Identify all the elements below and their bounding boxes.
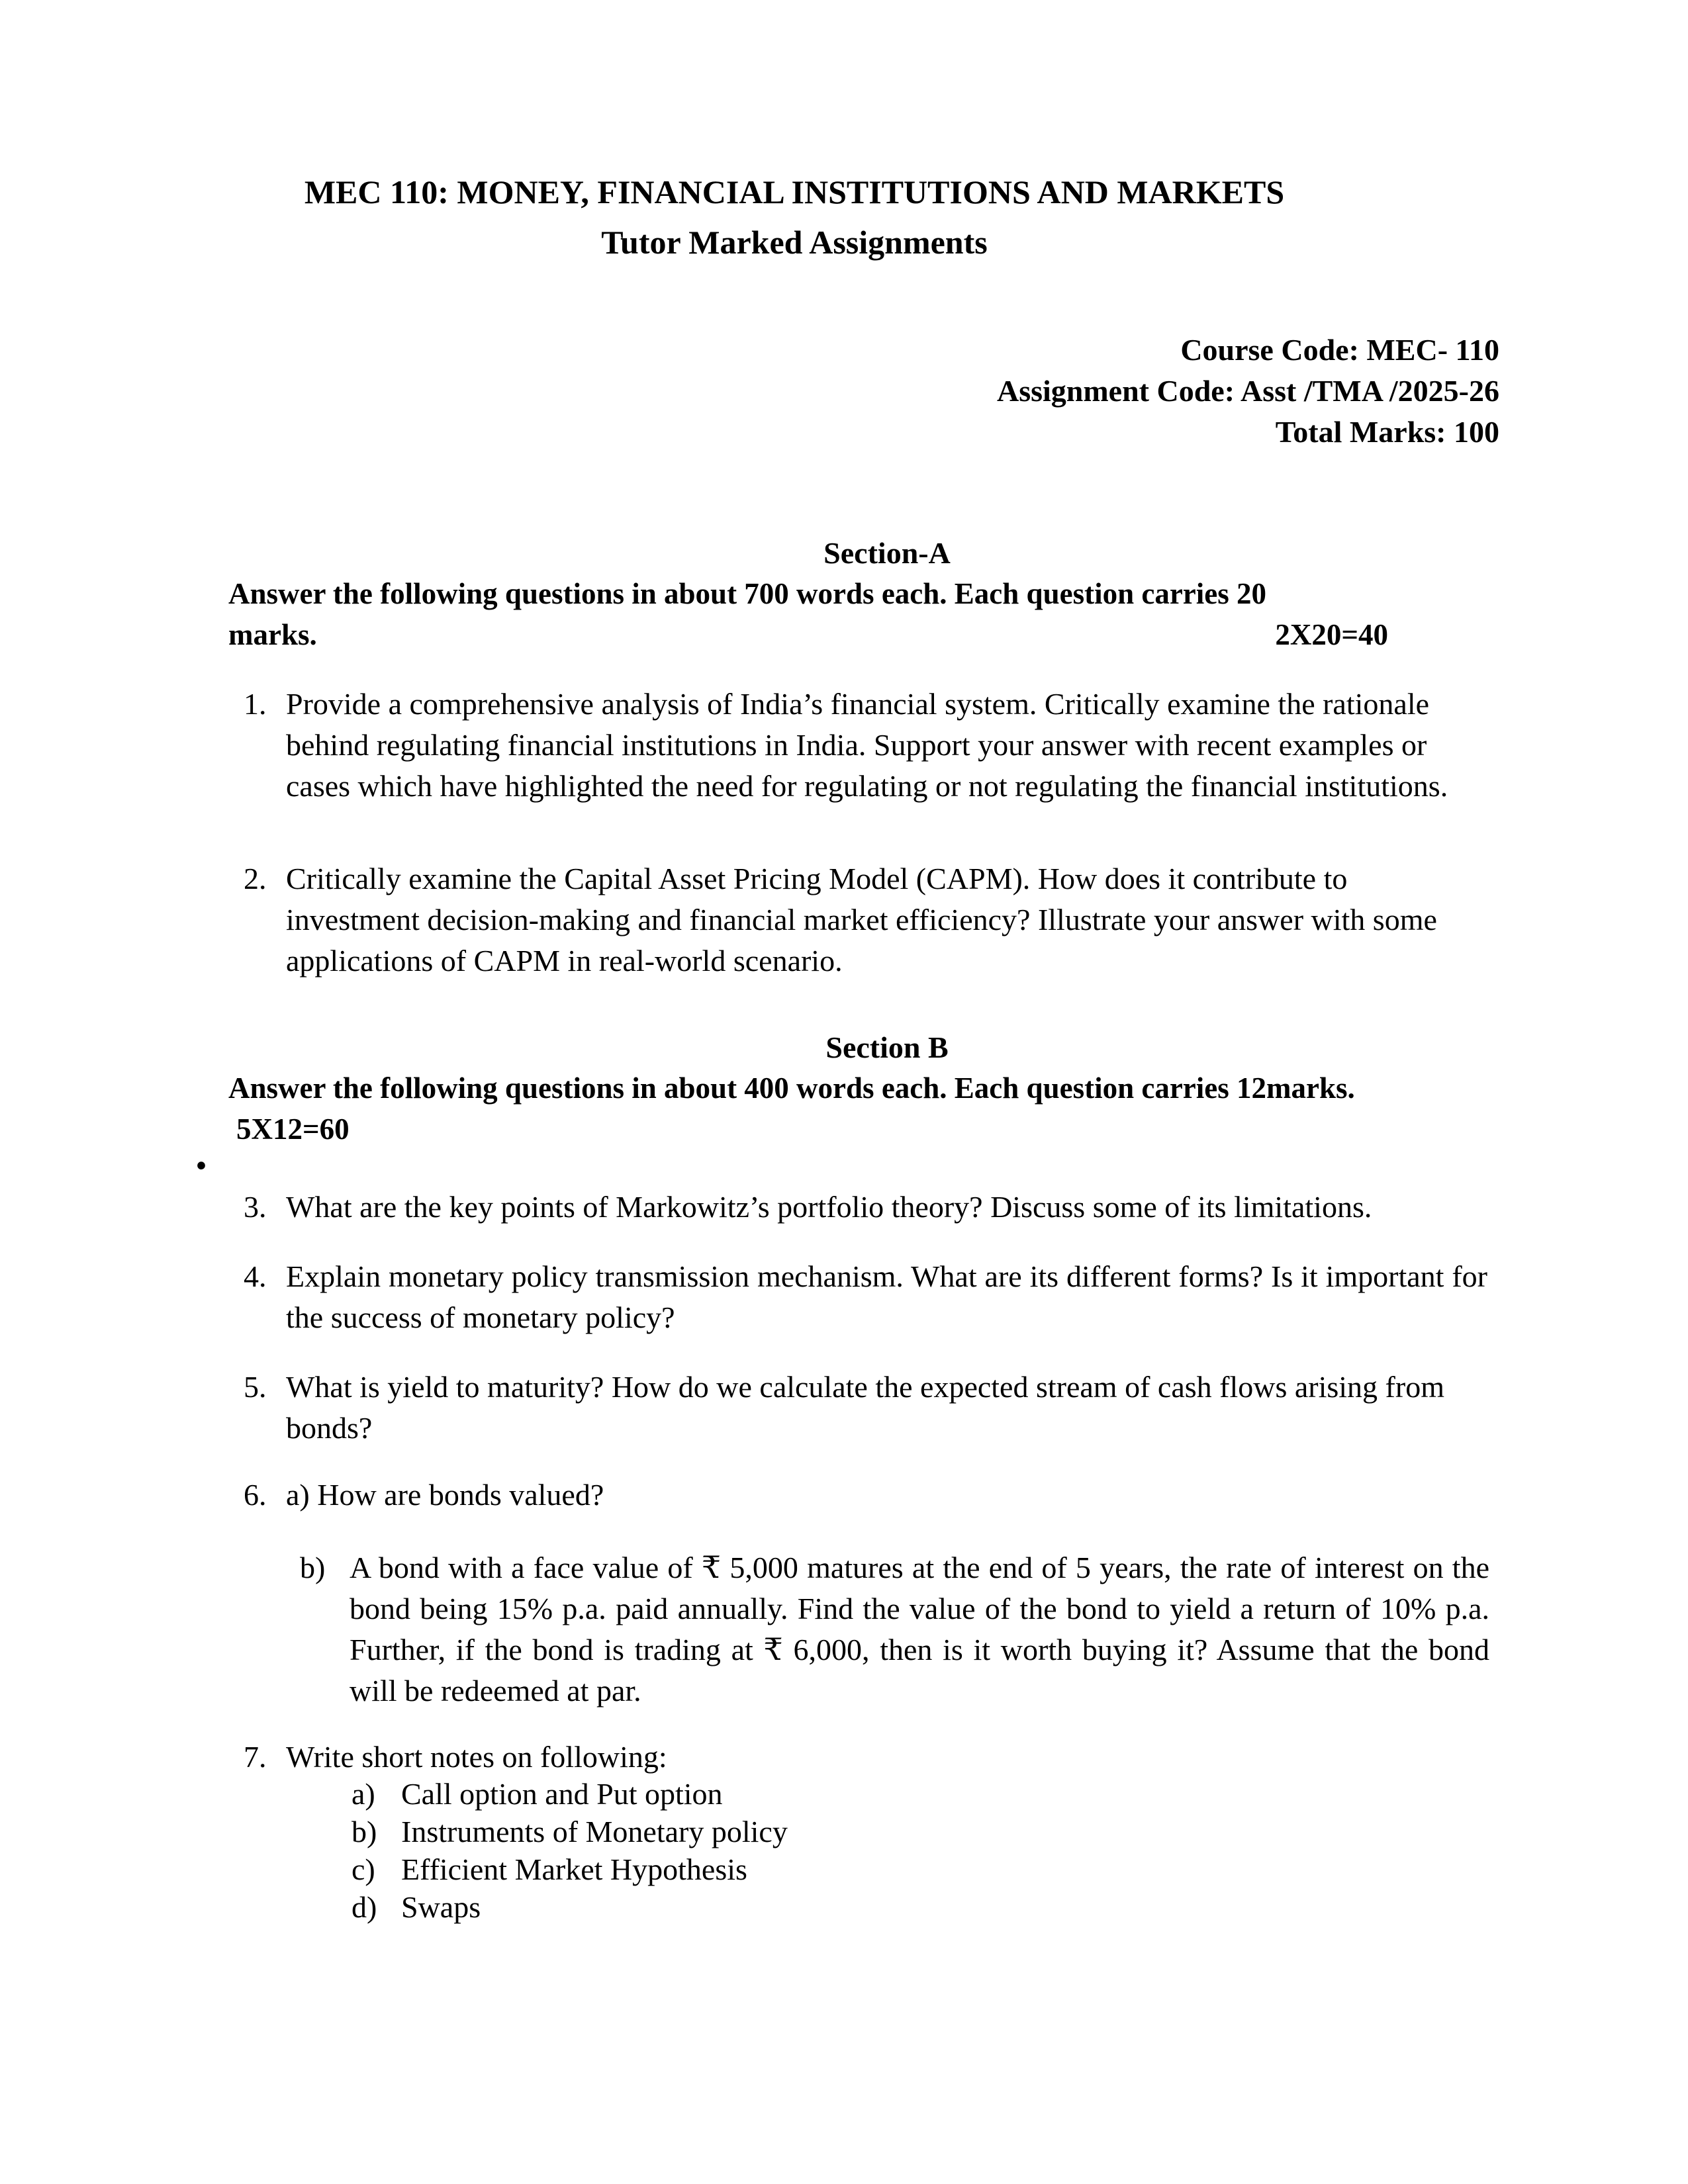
question-text: Explain monetary policy transmission mechanism. What are its different forms? Is it important for the success of monetary policy?	[286, 1259, 1487, 1334]
question-6-part-a	[244, 1475, 1489, 1516]
instruction-line: Answer the following questions in about 700 words each. Each question carries 20	[228, 577, 1267, 610]
short-note-item	[352, 1888, 788, 1926]
short-note-text: Call option and Put option	[401, 1777, 723, 1811]
total-marks: Total Marks: 100	[1275, 415, 1499, 449]
document-header	[199, 167, 1390, 267]
question-text: Critically examine the Capital Asset Pricing Model (CAPM). How does it contribute to investment decision-making and financial market efficiency? Illustrate your answer with some applications of CAPM in real-world scenario.	[286, 862, 1437, 978]
short-note-item	[352, 1813, 788, 1850]
section-b-instructions	[228, 1068, 1513, 1150]
question-number: 4.	[244, 1259, 267, 1293]
section-b-heading: Section B	[825, 1030, 949, 1064]
question-text: Provide a comprehensive analysis of India’s financial system. Critically examine the rationale behind regulating financial institutions in India. Support your answer with recent examples or cases which have highlighted the need for regulating or not regulating the financial institutions.	[286, 687, 1448, 803]
short-note-text: Efficient Market Hypothesis	[401, 1852, 747, 1886]
question-text: What is yield to maturity? How do we calculate the expected stream of cash flows arising from bonds?	[286, 1370, 1444, 1445]
short-notes-intro: Write short notes on following:	[286, 1740, 667, 1774]
short-note-label: d)	[352, 1890, 377, 1924]
short-note-item	[352, 1850, 788, 1888]
document-title: MEC 110: MONEY, FINANCIAL INSTITUTIONS AND MARKETS	[304, 173, 1285, 210]
question-number: 1.	[244, 687, 267, 721]
short-notes-list	[352, 1775, 788, 1926]
question-number: 3.	[244, 1190, 267, 1224]
question-3	[244, 1187, 1489, 1228]
short-note-item	[352, 1775, 788, 1813]
question-4	[244, 1256, 1489, 1338]
course-code: Course Code: MEC- 110	[1180, 333, 1499, 367]
marks-scheme-section-b: 5X12=60	[236, 1113, 350, 1146]
question-number: 2.	[244, 862, 267, 895]
question-2	[244, 858, 1489, 981]
short-note-label: b)	[352, 1815, 377, 1848]
section-a-heading: Section-A	[823, 536, 951, 570]
short-note-text: Instruments of Monetary policy	[401, 1815, 788, 1848]
sub-question-label: b)	[300, 1551, 326, 1584]
question-number: 6.	[244, 1478, 267, 1512]
marks-line	[228, 614, 1388, 655]
question-1	[244, 684, 1489, 807]
question-text: a) How are bonds valued?	[286, 1478, 604, 1512]
question-number: 7.	[244, 1740, 267, 1774]
short-note-label: c)	[352, 1852, 375, 1886]
instruction-line-continued: marks.	[228, 618, 317, 651]
section-a-instructions	[228, 573, 1388, 655]
marks-scheme-section-a: 2X20=40	[1275, 618, 1388, 651]
question-5	[244, 1367, 1489, 1449]
assignment-meta-block	[997, 330, 1499, 453]
question-6-part-b	[300, 1547, 1489, 1711]
document-subtitle: Tutor Marked Assignments	[601, 224, 988, 261]
stray-period-mark: .	[195, 1126, 207, 1179]
instruction-line: Answer the following questions in about 400 words each. Each question carries 12marks.	[228, 1071, 1355, 1105]
sub-question-text: A bond with a face value of ₹ 5,000 matures at the end of 5 years, the rate of interest on the bond being 15% p.a. paid annually. Find the value of the bond to yield a return of 10% p.a. Further, if the bond is trading at ₹ 6,000, then is it worth buying it? Assume that the bond will be redeemed at par.	[350, 1551, 1489, 1707]
question-text: What are the key points of Markowitz’s portfolio theory? Discuss some of its limitations.	[286, 1190, 1372, 1224]
short-note-text: Swaps	[401, 1890, 481, 1924]
assignment-code: Assignment Code: Asst /TMA /2025-26	[996, 374, 1499, 408]
question-number: 5.	[244, 1370, 267, 1404]
short-note-label: a)	[352, 1777, 375, 1811]
question-7	[244, 1737, 1489, 1778]
